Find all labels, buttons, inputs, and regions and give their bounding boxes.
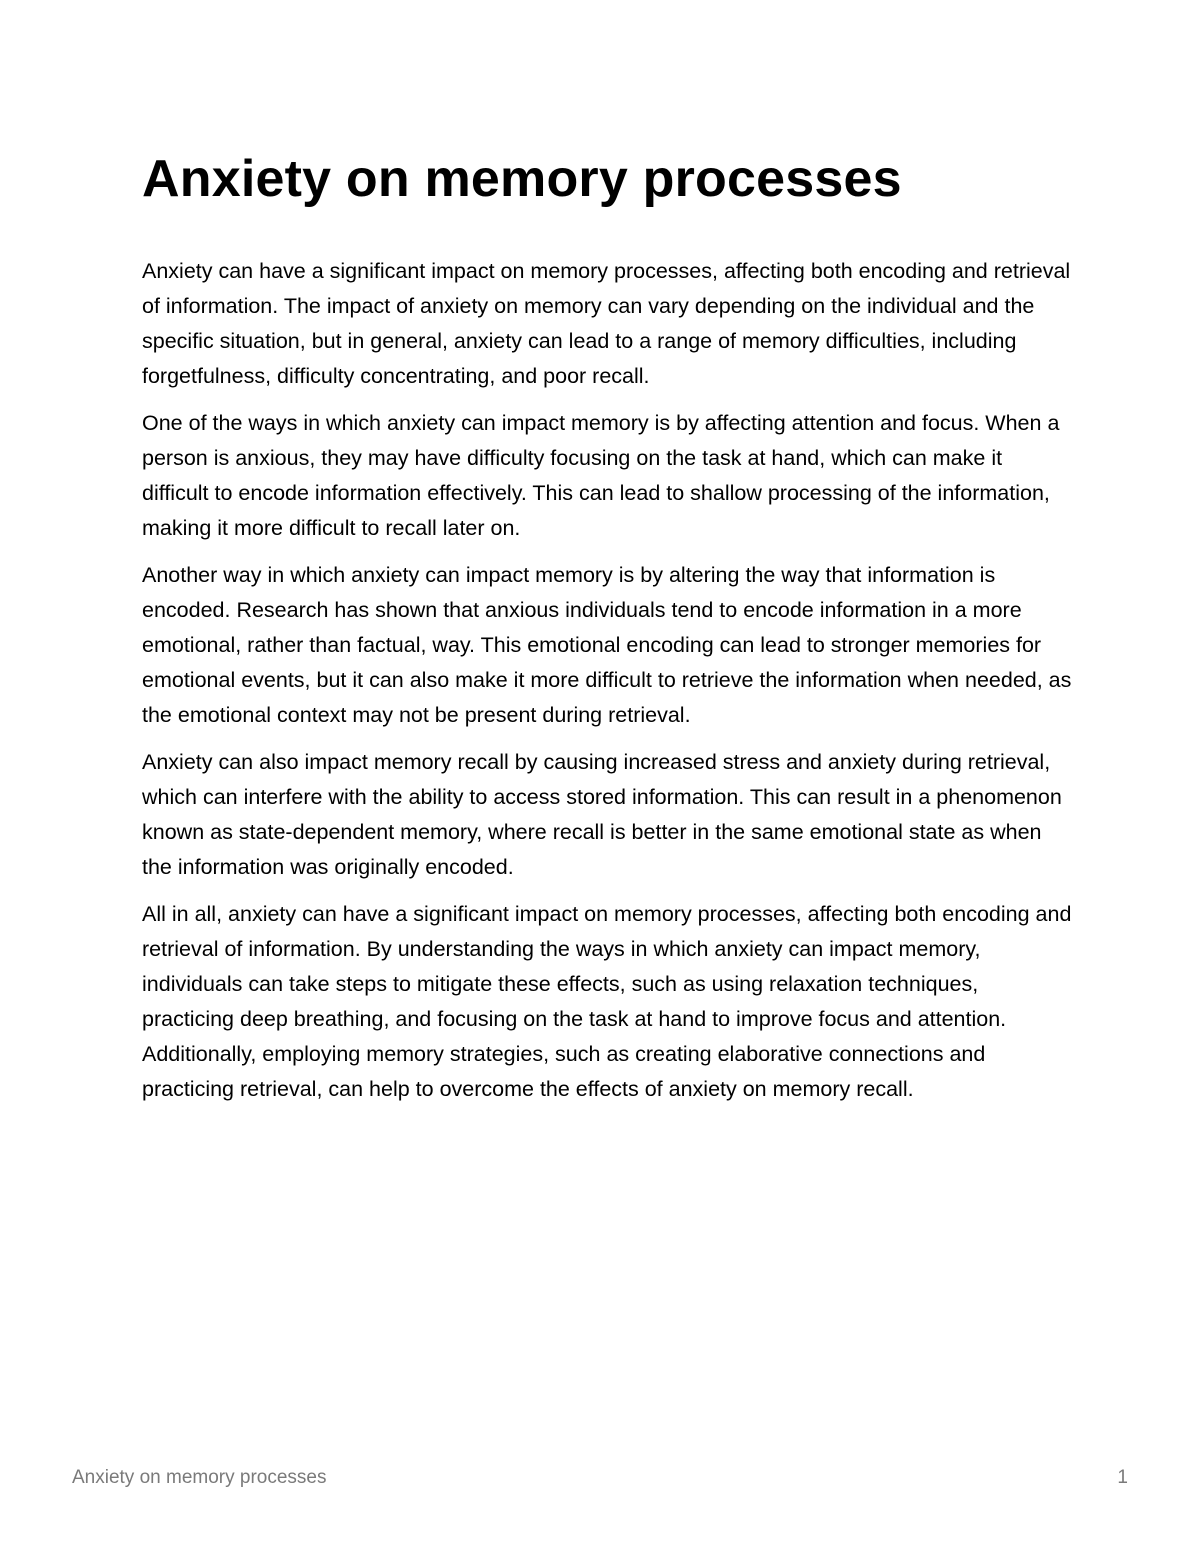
page-footer — [72, 1465, 1128, 1491]
paragraph-3: Another way in which anxiety can impact memory is by altering the way that information is encoded. Research has shown that anxious individuals tend to encode information in a more emotional, rather than factual, way. This emotional encoding can lead to stronger memories for emotional events, but it can also make it more difficult to retrieve the information when needed, as the emotional context may not be present during retrieval. — [142, 563, 1072, 727]
page-content — [142, 148, 1072, 1119]
paragraph-4: Anxiety can also impact memory recall by causing increased stress and anxiety during retrieval, which can interfere with the ability to access stored information. This can result in a phenomenon known as state-dependent memory, where recall is better in the same emotional state as when the information was originally encoded. — [142, 750, 1062, 879]
paragraph-5: All in all, anxiety can have a significant impact on memory processes, affecting both encoding and retrieval of information. By understanding the ways in which anxiety can impact memory, individuals can take steps to mitigate these effects, such as using relaxation techniques, practicing deep breathing, and focusing on the task at hand to improve focus and attention. Additionally, employing memory strategies, such as creating elaborative connections and practicing retrieval, can help to overcome the effects of anxiety on memory recall. — [142, 902, 1072, 1101]
document-title: Anxiety on memory processes — [142, 150, 902, 208]
page-number: 1 — [1117, 1467, 1128, 1488]
document-body — [142, 254, 1072, 1107]
paragraph-1: Anxiety can have a significant impact on memory processes, affecting both encoding and retrieval of information. The impact of anxiety on memory can vary depending on the individual and the specific situation, but in general, anxiety can lead to a range of memory difficulties, including forgetfulness, difficulty concentrating, and poor recall. — [142, 259, 1071, 388]
paragraph-2: One of the ways in which anxiety can impact memory is by affecting attention and focus. When a person is anxious, they may have difficulty focusing on the task at hand, which can make it difficult to encode information effectively. This can lead to shallow processing of the information, making it more difficult to recall later on. — [142, 411, 1060, 540]
footer-title: Anxiety on memory processes — [72, 1467, 327, 1488]
